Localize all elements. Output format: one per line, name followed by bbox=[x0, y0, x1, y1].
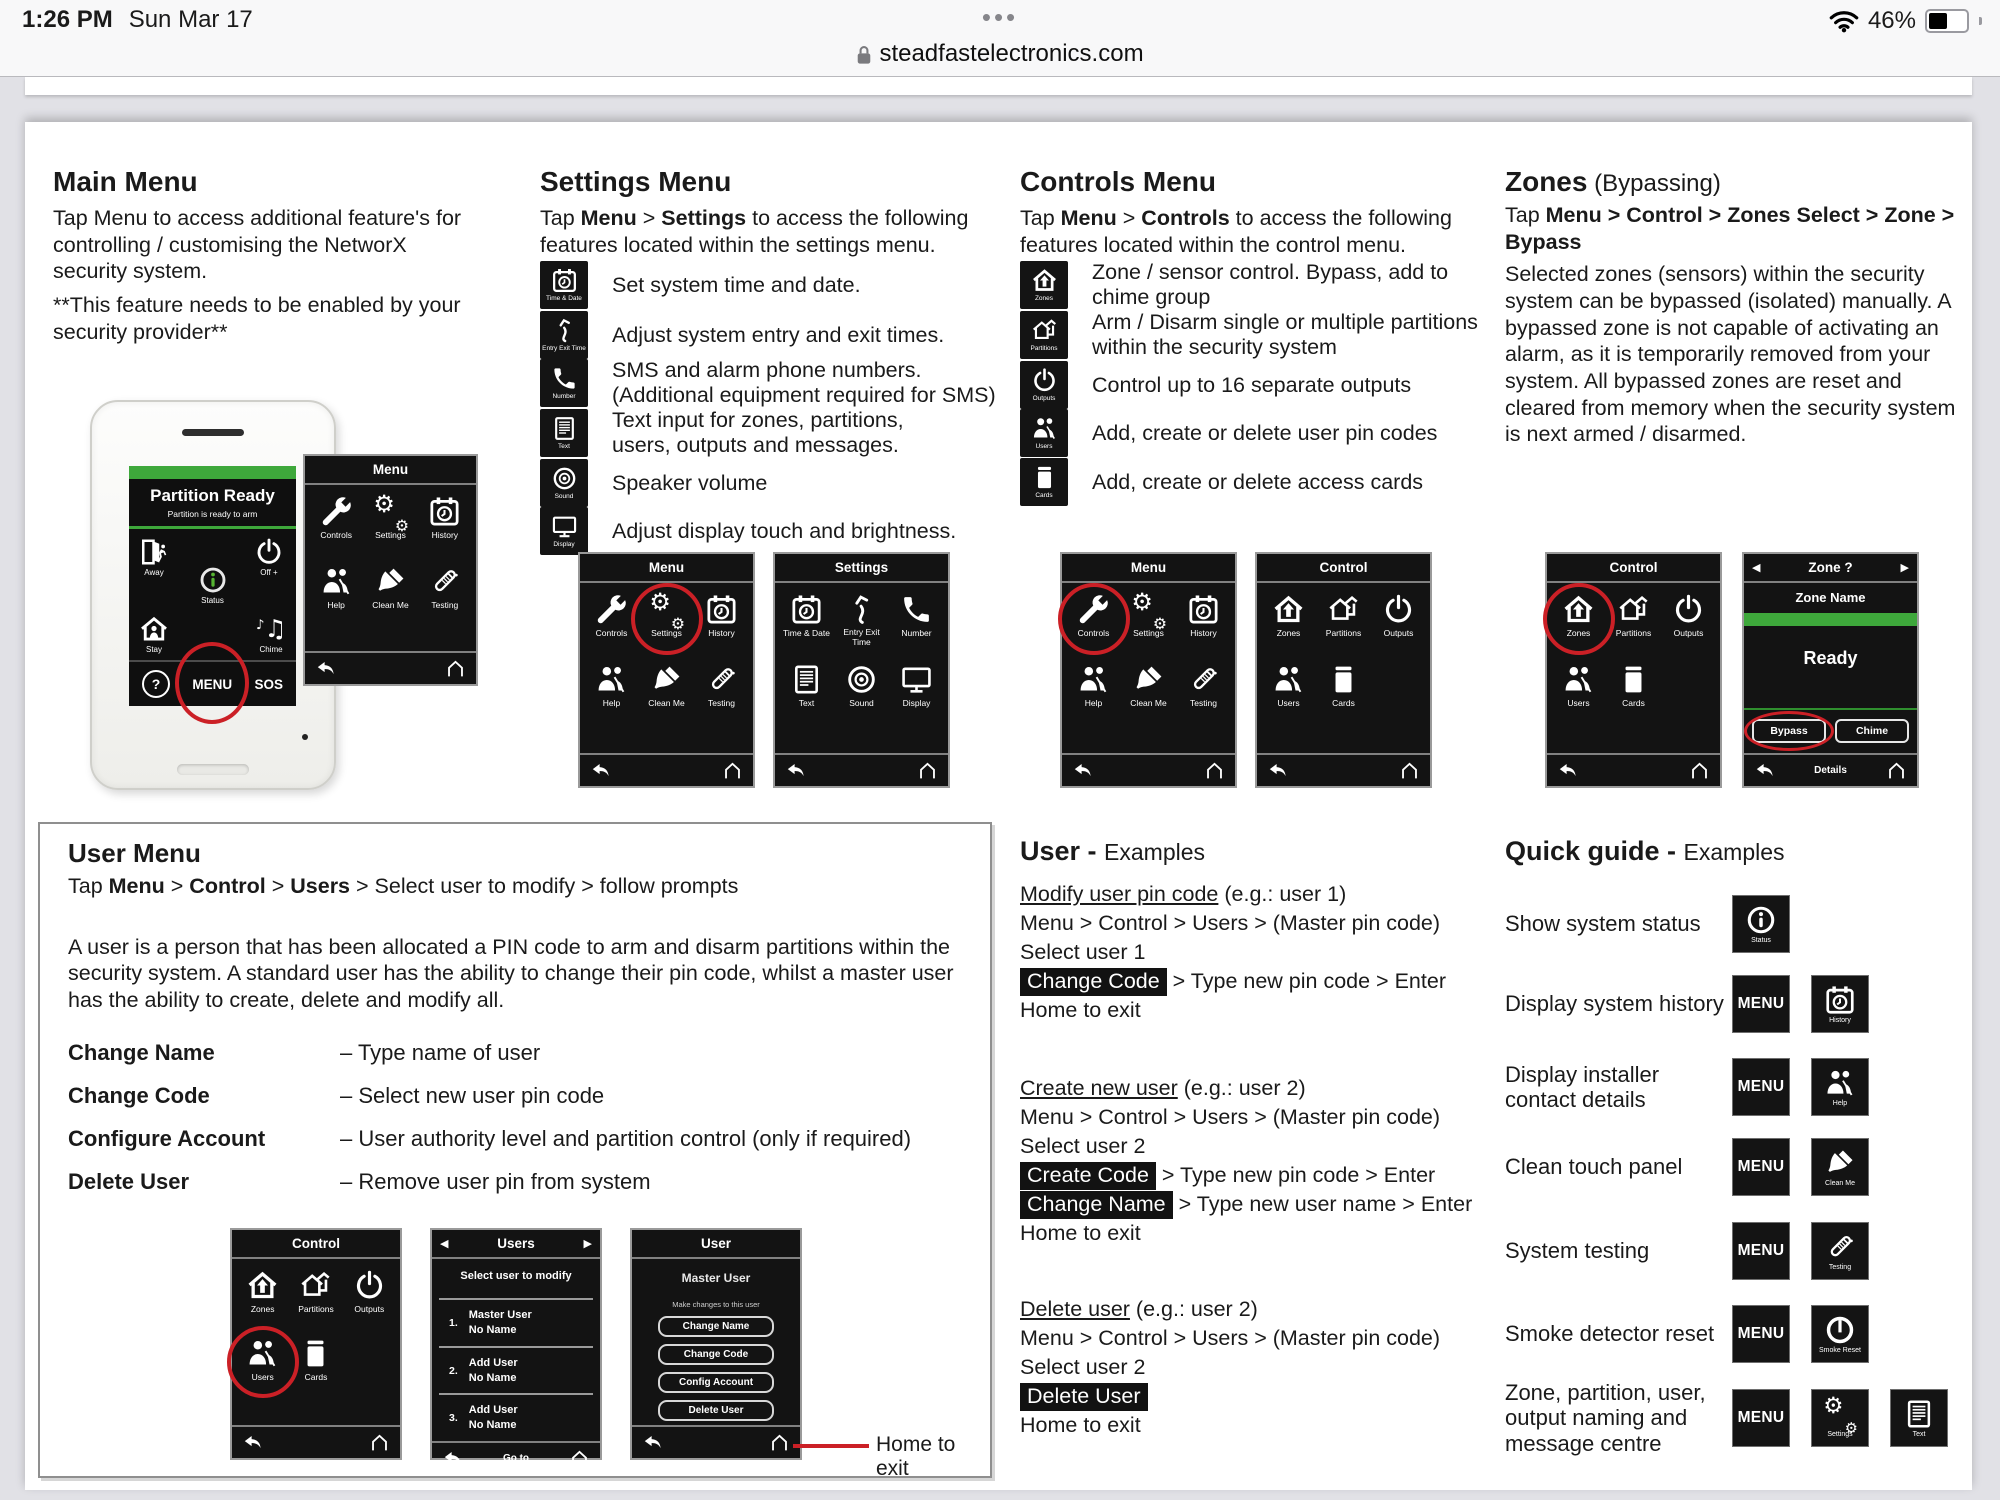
card-icon bbox=[1031, 464, 1058, 491]
screen-title: Control bbox=[1609, 560, 1658, 575]
feature-zones: Zones Zone / sensor control. Bypass, add to chime group bbox=[1020, 260, 1452, 310]
feature-time-date: Time & Date Set system time and date. bbox=[540, 260, 952, 310]
main-menu-note: **This feature needs to be enabled by your security provider** bbox=[53, 292, 461, 344]
lock-icon bbox=[856, 44, 872, 65]
screen-title: Menu bbox=[1130, 560, 1167, 575]
card-icon bbox=[299, 1337, 332, 1370]
screen-users-list bbox=[430, 1228, 602, 1465]
partitions-houses-icon bbox=[299, 1269, 332, 1302]
screen-title: Menu bbox=[372, 462, 409, 477]
statusbar-left bbox=[22, 6, 253, 34]
feature-entry-exit: Entry Exit Time Adjust system entry and exit times. bbox=[540, 310, 972, 360]
test-tube-icon bbox=[1187, 663, 1220, 696]
section-zones bbox=[1505, 152, 1957, 448]
text-tile: Text bbox=[540, 409, 588, 457]
section-quick-guide bbox=[1505, 822, 1965, 1492]
settings-item-sound: Sound bbox=[834, 663, 889, 725]
display-icon bbox=[551, 513, 578, 540]
power-icon bbox=[254, 537, 284, 567]
partitions-houses-icon bbox=[1327, 593, 1360, 626]
settings-menu-intro: Tap Menu > Settings to access the following features located within the settings menu. bbox=[540, 206, 969, 257]
home-icon bbox=[569, 1448, 590, 1469]
sound-tile: Sound bbox=[540, 459, 588, 507]
time-date-tile: Time & Date bbox=[540, 261, 588, 309]
screen-control-users-circled bbox=[230, 1228, 402, 1460]
definition-change-name: Change Name – Type name of user bbox=[68, 1040, 541, 1065]
entry-exit-icon bbox=[845, 593, 878, 626]
keypad-illustration bbox=[90, 390, 490, 790]
control-item-outputs: Outputs bbox=[1371, 593, 1426, 655]
card-icon bbox=[1617, 663, 1650, 696]
status-button: Status bbox=[198, 565, 228, 605]
chime-notes-icon: ♪♫ bbox=[256, 614, 287, 643]
menu-item-controls-circled: Controls bbox=[1066, 593, 1121, 655]
cards-tile: Cards bbox=[1020, 458, 1068, 506]
menu-tile: MENU bbox=[1732, 1138, 1790, 1196]
battery-icon bbox=[1925, 9, 1969, 33]
change-name-highlight: Change Name bbox=[1020, 1191, 1173, 1219]
test-tube-icon bbox=[1824, 1231, 1856, 1263]
next-zone-arrow: ▶ bbox=[1900, 561, 1909, 574]
menu-item-testing: Testing bbox=[694, 663, 749, 725]
home-icon bbox=[1204, 760, 1225, 781]
create-code-highlight: Create Code bbox=[1020, 1162, 1156, 1190]
menu-item-controls: Controls bbox=[584, 593, 639, 655]
main-menu-body: Tap Menu to access additional feature's for controlling / customising the NetworX security system. bbox=[53, 206, 462, 284]
control-item-zones: Zones bbox=[236, 1269, 289, 1329]
keypad-main-buttons bbox=[129, 529, 296, 660]
zones-house-icon bbox=[1562, 593, 1595, 626]
definition-delete-user: Delete User – Remove user pin from system bbox=[68, 1169, 651, 1194]
smoke-reset-tile: Smoke Reset bbox=[1811, 1305, 1869, 1363]
speaker-icon bbox=[551, 465, 578, 492]
settings-item-display: Display bbox=[889, 663, 944, 725]
partitions-tile: Partitions bbox=[1020, 311, 1068, 359]
section-user-menu bbox=[38, 822, 992, 1478]
power-icon bbox=[1031, 367, 1058, 394]
battery-cap bbox=[1979, 17, 1982, 25]
prev-arrow: ◀ bbox=[440, 1237, 449, 1250]
keypad-bottom-bar bbox=[129, 660, 296, 706]
menu-item-help: Help bbox=[1066, 663, 1121, 725]
home-icon bbox=[369, 1432, 390, 1453]
battery-fill bbox=[1929, 13, 1947, 29]
settings-tile: ⚙ ⚙ Settings bbox=[1811, 1389, 1869, 1447]
screen-title: User bbox=[700, 1236, 732, 1251]
date: Sun Mar 17 bbox=[128, 6, 253, 33]
qg-row-status: Show system status Status bbox=[1505, 895, 1965, 953]
controls-menu-title: Controls Menu bbox=[1020, 166, 1216, 197]
qg-row-history: Display system history MENU History bbox=[1505, 975, 1965, 1033]
card-icon bbox=[1327, 663, 1360, 696]
back-icon bbox=[315, 658, 336, 679]
text-document-icon bbox=[551, 415, 578, 442]
select-user-prompt: Select user to modify bbox=[439, 1259, 593, 1300]
battery-percent: 46% bbox=[1867, 7, 1916, 34]
power-icon bbox=[1382, 593, 1415, 626]
change-name-button: Change Name bbox=[658, 1316, 774, 1337]
status-tile: Status bbox=[1732, 895, 1790, 953]
gears-icon: ⚙ ⚙ bbox=[1823, 1392, 1858, 1438]
screen-menu-overlay bbox=[303, 454, 478, 686]
menu-item-history: History bbox=[694, 593, 749, 655]
example-modify-pin: Modify user pin code (e.g.: user 1) Menu > Control > Users > (Master pin code) Select user 1 Change Code > Type new pin code > Enter Home to exit bbox=[1020, 882, 1446, 1022]
outputs-tile: Outputs bbox=[1020, 361, 1068, 409]
history-calendar-icon bbox=[705, 593, 738, 626]
phone-icon bbox=[900, 593, 933, 626]
users-tile: Users bbox=[1020, 409, 1068, 457]
power-icon bbox=[353, 1269, 386, 1302]
zones-house-icon bbox=[1031, 267, 1058, 294]
qg-row-clean: Clean touch panel MENU Clean Me bbox=[1505, 1138, 1965, 1196]
menu-tile: MENU bbox=[1732, 1222, 1790, 1280]
menu-item-testing: Testing bbox=[418, 565, 472, 627]
sos-button: SOS bbox=[254, 676, 283, 692]
qg-row-installer: Display installer contact details MENU Help bbox=[1505, 1058, 1965, 1116]
history-calendar-icon bbox=[428, 495, 461, 528]
menu-tile: MENU bbox=[1732, 975, 1790, 1033]
control-item-partitions: Partitions bbox=[289, 1269, 342, 1329]
feature-text: Text Text input for zones, partitions, users, outputs and messages. bbox=[540, 408, 942, 458]
phone-icon bbox=[551, 365, 578, 392]
menu-tile: MENU bbox=[1732, 1058, 1790, 1116]
menu-tile: MENU bbox=[1732, 1305, 1790, 1363]
help-people-icon bbox=[320, 565, 353, 598]
screen-menu-settings-circled bbox=[578, 552, 755, 788]
user-menu-body: A user is a person that has been allocated a PIN code to arm and disarm partitions within the security system. A standard user has the ability to change their pin code, whilst a master user has the ability to create, delete and modify all. bbox=[68, 934, 954, 1012]
off-button: Off + bbox=[254, 537, 284, 577]
home-icon bbox=[1689, 760, 1710, 781]
away-button: Away bbox=[139, 537, 169, 577]
zones-tile: Zones bbox=[1020, 261, 1068, 309]
brush-icon bbox=[374, 565, 407, 598]
home-icon bbox=[722, 760, 743, 781]
settings-item-number: Number bbox=[889, 593, 944, 655]
screen-settings bbox=[773, 552, 950, 788]
speaker-slot bbox=[182, 429, 244, 436]
example-delete-user: Delete user (e.g.: user 2) Menu > Control > Users > (Master pin code) Select user 2 Delete User Home to exit bbox=[1020, 1297, 1441, 1437]
chime-button: Chime bbox=[1835, 719, 1909, 743]
keypad-screen bbox=[129, 466, 296, 706]
user-row-2: 2. Add User No Name bbox=[439, 1348, 593, 1396]
menu-item-cleanme: Clean Me bbox=[639, 663, 694, 725]
chime-button: ♪♫ Chime bbox=[256, 614, 287, 654]
entry-exit-tile: Entry Exit Time bbox=[540, 311, 588, 359]
status-info-icon bbox=[1745, 904, 1777, 936]
text-document-icon bbox=[790, 663, 823, 696]
control-item-outputs: Outputs bbox=[343, 1269, 396, 1329]
section-settings-menu bbox=[540, 152, 995, 552]
screen-title: Users bbox=[497, 1236, 535, 1251]
bottom-slot bbox=[177, 764, 249, 775]
partition-status: Partition Ready bbox=[150, 486, 275, 505]
test-tube-icon bbox=[428, 565, 461, 598]
feature-cards: Cards Add, create or delete access cards bbox=[1020, 457, 1423, 507]
control-item-users-circled: Users bbox=[236, 1337, 289, 1397]
user-menu-path: Tap Menu > Control > Users > Select user to modify > follow prompts bbox=[68, 874, 739, 898]
screen-title: Menu bbox=[648, 560, 685, 575]
calendar-clock-icon bbox=[790, 593, 823, 626]
back-icon bbox=[642, 1432, 663, 1453]
back-icon bbox=[785, 760, 806, 781]
control-item-cards: Cards bbox=[1606, 663, 1661, 725]
user-menu-title: User Menu bbox=[68, 838, 201, 868]
brush-icon bbox=[650, 663, 683, 696]
menu-tile: MENU bbox=[1732, 1389, 1790, 1447]
statusbar-right bbox=[1829, 7, 1982, 35]
home-icon bbox=[769, 1432, 790, 1453]
help-people-icon bbox=[1824, 1067, 1856, 1099]
pdf-page bbox=[25, 122, 1972, 1490]
gears-icon: ⚙ ⚙ bbox=[373, 489, 409, 536]
control-item-outputs: Outputs bbox=[1661, 593, 1716, 655]
url-domain: steadfastelectronics.com bbox=[879, 40, 1144, 67]
testing-tile: Testing bbox=[1811, 1222, 1869, 1280]
control-item-users: Users bbox=[1261, 663, 1316, 725]
control-item-cards: Cards bbox=[289, 1337, 342, 1397]
zones-body: Selected zones (sensors) within the security system can be bypassed (isolated) manually. A bypassed zone is not capable of activating an alarm, as it is temporarily removed from your system. All bypassed zones are reset and cleared from memory when the security system is next armed / disarmed. bbox=[1505, 262, 1956, 447]
users-icon bbox=[1562, 663, 1595, 696]
brush-icon bbox=[1132, 663, 1165, 696]
test-tube-icon bbox=[705, 663, 738, 696]
feature-number: Number SMS and alarm phone numbers. (Additional equipment required for SMS) bbox=[540, 358, 997, 408]
zones-house-icon bbox=[246, 1269, 279, 1302]
goto-label: Go to bbox=[502, 1453, 530, 1465]
back-icon bbox=[1072, 760, 1093, 781]
config-account-button: Config Account bbox=[658, 1372, 774, 1393]
help-people-icon bbox=[595, 663, 628, 696]
user-row-1: 1. Master User No Name bbox=[439, 1300, 593, 1348]
zone-name-label: Zone Name bbox=[1795, 590, 1866, 605]
menu-item-settings-circled: ⚙ ⚙ Settings bbox=[639, 593, 694, 655]
gears-icon: ⚙ ⚙ bbox=[649, 587, 685, 634]
menu-item-settings: ⚙ ⚙ Settings bbox=[1131, 587, 1167, 638]
definition-change-code: Change Code – Select new user pin code bbox=[68, 1083, 605, 1108]
control-item-users: Users bbox=[1551, 663, 1606, 725]
screen-title: Control bbox=[1319, 560, 1368, 575]
user-examples-title: User - Examples bbox=[1020, 836, 1206, 866]
change-code-highlight: Change Code bbox=[1020, 968, 1167, 996]
details-label: Details bbox=[1814, 765, 1847, 776]
home-icon bbox=[1399, 760, 1420, 781]
screen-control-zones-circled bbox=[1545, 552, 1722, 788]
browser-chrome bbox=[0, 0, 2000, 77]
power-icon bbox=[1672, 593, 1705, 626]
screen-title: Control bbox=[292, 1236, 340, 1251]
back-icon bbox=[442, 1448, 463, 1469]
status-green-bar bbox=[129, 466, 296, 479]
address-bar[interactable] bbox=[0, 40, 2000, 68]
smoke-reset-icon bbox=[1824, 1314, 1856, 1346]
section-user-examples bbox=[1020, 822, 1490, 1492]
zone-status: Ready bbox=[1803, 648, 1858, 668]
wrench-icon bbox=[320, 495, 353, 528]
text-document-icon bbox=[1903, 1398, 1935, 1430]
stay-house-icon bbox=[139, 614, 169, 644]
history-calendar-icon bbox=[1187, 593, 1220, 626]
home-icon bbox=[445, 658, 466, 679]
settings-item-entry-exit: Entry Exit Time bbox=[834, 593, 889, 655]
prev-zone-arrow: ◀ bbox=[1752, 561, 1761, 574]
users-icon bbox=[1031, 415, 1058, 442]
settings-menu-title: Settings Menu bbox=[540, 166, 732, 197]
main-menu-title: Main Menu bbox=[53, 166, 198, 197]
display-icon bbox=[900, 663, 933, 696]
number-tile: Number bbox=[540, 359, 588, 407]
history-calendar-icon bbox=[1824, 984, 1856, 1016]
example-create-user: Create new user (e.g.: user 2) Menu > Control > Users > (Master pin code) Select user 2 Create Code > Type new pin code > Enter Change Name > Type new user name > Enter Home to exit bbox=[1020, 1076, 1473, 1245]
menu-item-settings: ⚙ ⚙ Settings bbox=[373, 489, 409, 540]
home-to-exit-note: Home to exit bbox=[876, 1433, 956, 1480]
history-tile: History bbox=[1811, 975, 1869, 1033]
back-icon bbox=[590, 760, 611, 781]
definition-configure-account: Configure Account – User authority level and partition control (only if required) bbox=[68, 1126, 912, 1151]
gears-icon: ⚙ ⚙ bbox=[1131, 587, 1167, 634]
zones-title: Zones (Bypassing) bbox=[1505, 166, 1721, 197]
screen-title: Settings bbox=[834, 560, 889, 575]
menu-item-cleanme: Clean Me bbox=[363, 565, 417, 627]
back-icon bbox=[242, 1432, 263, 1453]
help-question-button: ? bbox=[142, 670, 170, 698]
control-item-cards: Cards bbox=[1316, 663, 1371, 725]
zones-house-icon bbox=[1272, 593, 1305, 626]
master-user-heading: Master User bbox=[681, 1271, 751, 1285]
qg-row-testing: System testing MENU Testing bbox=[1505, 1222, 1965, 1280]
screen-zone-bypass bbox=[1742, 552, 1919, 788]
qg-row-smoke: Smoke detector reset MENU Smoke Reset bbox=[1505, 1305, 1965, 1363]
section-controls-menu bbox=[1020, 152, 1490, 552]
control-item-zones: Zones bbox=[1261, 593, 1316, 655]
next-arrow: ▶ bbox=[583, 1237, 592, 1250]
back-icon bbox=[1557, 760, 1578, 781]
menu-item-help: Help bbox=[584, 663, 639, 725]
calendar-clock-icon bbox=[551, 267, 578, 294]
menu-item-controls: Controls bbox=[309, 495, 363, 557]
screen-master-user bbox=[630, 1228, 802, 1460]
home-icon bbox=[917, 760, 938, 781]
zone-green-bar bbox=[1744, 613, 1917, 626]
control-item-zones-circled: Zones bbox=[1551, 593, 1606, 655]
home-icon bbox=[1886, 760, 1907, 781]
bypass-button-circled: Bypass bbox=[1752, 719, 1826, 743]
wifi-icon bbox=[1829, 9, 1859, 33]
control-item-partitions: Partitions bbox=[1316, 593, 1371, 655]
make-changes-hint: Make changes to this user bbox=[672, 1300, 760, 1309]
away-door-icon bbox=[139, 537, 169, 567]
users-icon bbox=[246, 1337, 279, 1370]
partition-status-sub: Partition is ready to arm bbox=[167, 509, 258, 519]
controls-menu-intro: Tap Menu > Controls to access the following features located within the control menu. bbox=[1020, 206, 1452, 257]
text-tile: Text bbox=[1890, 1389, 1948, 1447]
user-row-3: 3. Add User No Name bbox=[449, 1404, 518, 1432]
wrench-icon bbox=[595, 593, 628, 626]
clean-me-tile: Clean Me bbox=[1811, 1138, 1869, 1196]
clock: 1:26 PM bbox=[22, 6, 113, 33]
wrench-icon bbox=[1077, 593, 1110, 626]
tab-overview-dots[interactable]: ••• bbox=[981, 2, 1019, 32]
menu-item-help: Help bbox=[309, 565, 363, 627]
zones-path: Tap Menu > Control > Zones Select > Zone > Bypass bbox=[1505, 203, 1955, 254]
users-icon bbox=[1272, 663, 1305, 696]
help-tile: Help bbox=[1811, 1058, 1869, 1116]
back-icon bbox=[1754, 760, 1775, 781]
change-code-button: Change Code bbox=[658, 1344, 774, 1365]
feature-sound: Sound Speaker volume bbox=[540, 458, 767, 508]
menu-item-testing: Testing bbox=[1176, 663, 1231, 725]
previous-page-edge bbox=[25, 77, 1972, 95]
menu-button-highlighted: MENU bbox=[192, 676, 233, 692]
status-info-icon bbox=[198, 565, 228, 595]
delete-user-button: Delete User bbox=[658, 1400, 774, 1421]
qg-row-naming: Zone, partition, user, output naming and message centre MENU ⚙ ⚙ Settings Text bbox=[1505, 1378, 1965, 1458]
brush-icon bbox=[1824, 1147, 1856, 1179]
screen-title: Zone ? bbox=[1808, 560, 1853, 575]
display-tile: Display bbox=[540, 507, 588, 555]
quick-guide-title: Quick guide - Examples bbox=[1505, 836, 1785, 866]
screen-control bbox=[1255, 552, 1432, 788]
back-icon bbox=[1267, 760, 1288, 781]
speaker-icon bbox=[845, 663, 878, 696]
menu-item-history: History bbox=[418, 495, 472, 557]
menu-item-cleanme: Clean Me bbox=[1121, 663, 1176, 725]
entry-exit-icon bbox=[551, 317, 578, 344]
microphone-dot bbox=[302, 734, 308, 740]
help-people-icon bbox=[1077, 663, 1110, 696]
keypad-device bbox=[90, 400, 336, 790]
settings-item-text: Text bbox=[779, 663, 834, 725]
stay-button: Stay bbox=[139, 614, 169, 654]
feature-partitions: Partitions Arm / Disarm single or multiple partitions within the security system bbox=[1020, 310, 1492, 360]
menu-item-history: History bbox=[1176, 593, 1231, 655]
settings-item-time-date: Time & Date bbox=[779, 593, 834, 655]
feature-users: Users Add, create or delete user pin codes bbox=[1020, 408, 1437, 458]
feature-outputs: Outputs Control up to 16 separate outputs bbox=[1020, 360, 1411, 410]
screen-menu-controls-circled bbox=[1060, 552, 1237, 788]
annotation-line bbox=[793, 1444, 869, 1448]
feature-display: Display Adjust display touch and brightness. bbox=[540, 506, 956, 556]
section-main-menu bbox=[53, 152, 481, 345]
partitions-houses-icon bbox=[1617, 593, 1650, 626]
delete-user-highlight: Delete User bbox=[1020, 1383, 1148, 1411]
partitions-houses-icon bbox=[1031, 317, 1058, 344]
control-item-partitions: Partitions bbox=[1606, 593, 1661, 655]
